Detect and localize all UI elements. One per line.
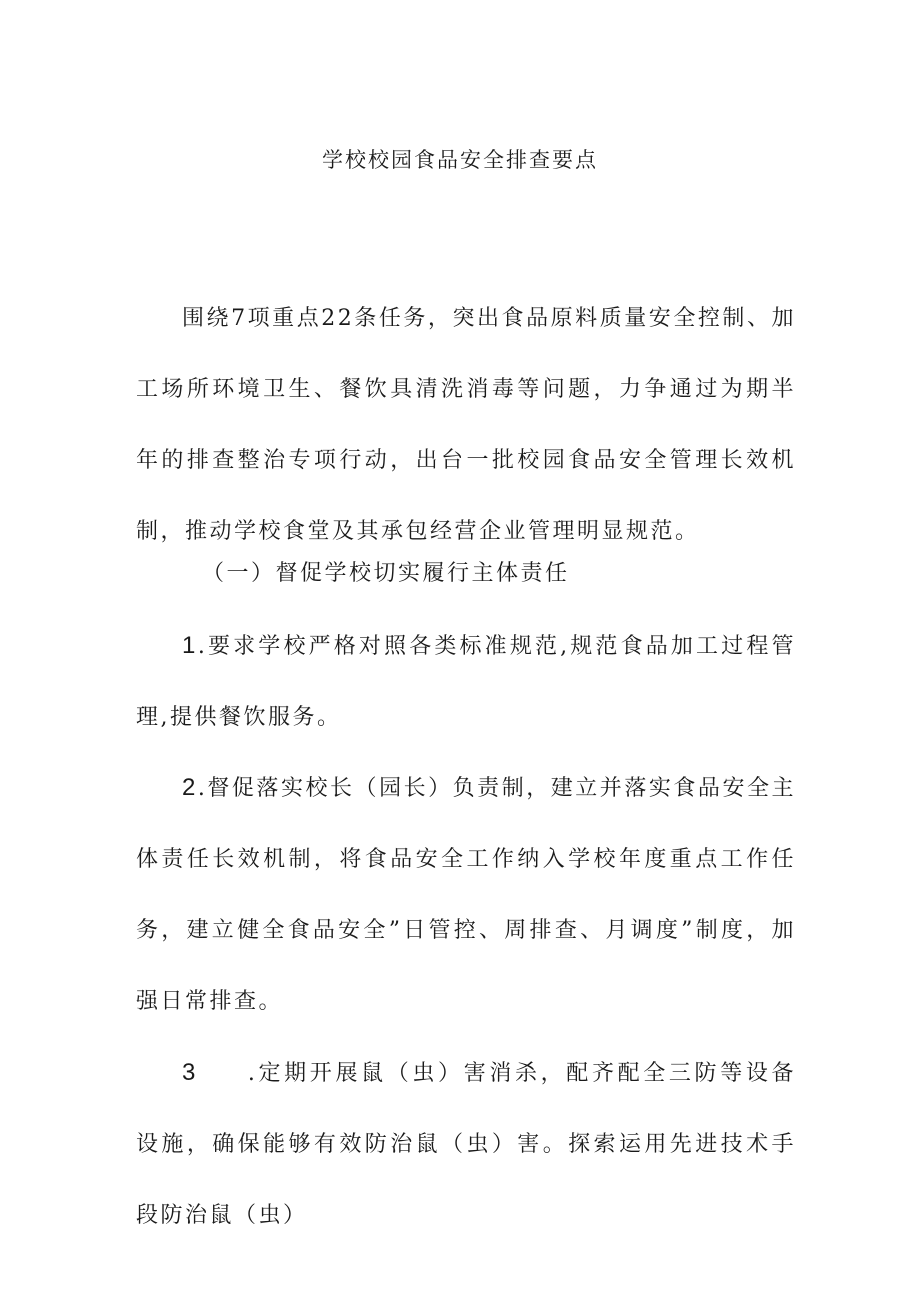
list-item-1 [136,610,796,753]
item-text: .要求学校严格对照各类标准规范,规范食品加工过程管理,提供餐饮服务。 [136,634,796,730]
list-item-2 [136,752,796,1037]
intro-paragraph: 围绕7项重点22条任务，突出食品原料质量安全控制、加工场所环境卫生、餐饮具清洗消毒等问题，力争通过为期半年的排查整治专项行动，出台一批校园食品安全管理长效机制，推动学校食堂及其承包经营企业管理明显规范。 [136,306,796,544]
item-text: .定期开展鼠（虫）害消杀，配齐配全三防等设备设施，确保能够有效防治鼠（虫）害。探索运用先进技术手段防治鼠（虫） [136,1061,796,1228]
item-number: 2 [182,774,198,801]
item-text: .督促落实校长（园长）负责制，建立并落实食品安全主体责任长效机制，将食品安全工作纳入学校年度重点工作任务，建立健全食品安全”日管控、周排查、月调度”制度，加强日常排查。 [136,776,796,1014]
section-heading: （一）督促学校切实履行主体责任 [202,561,570,586]
list-item-3 [136,1037,796,1251]
document-title: 学校校园食品安全排查要点 [322,148,598,172]
item-number: 1 [182,632,198,659]
item-number: 3 [182,1059,198,1086]
